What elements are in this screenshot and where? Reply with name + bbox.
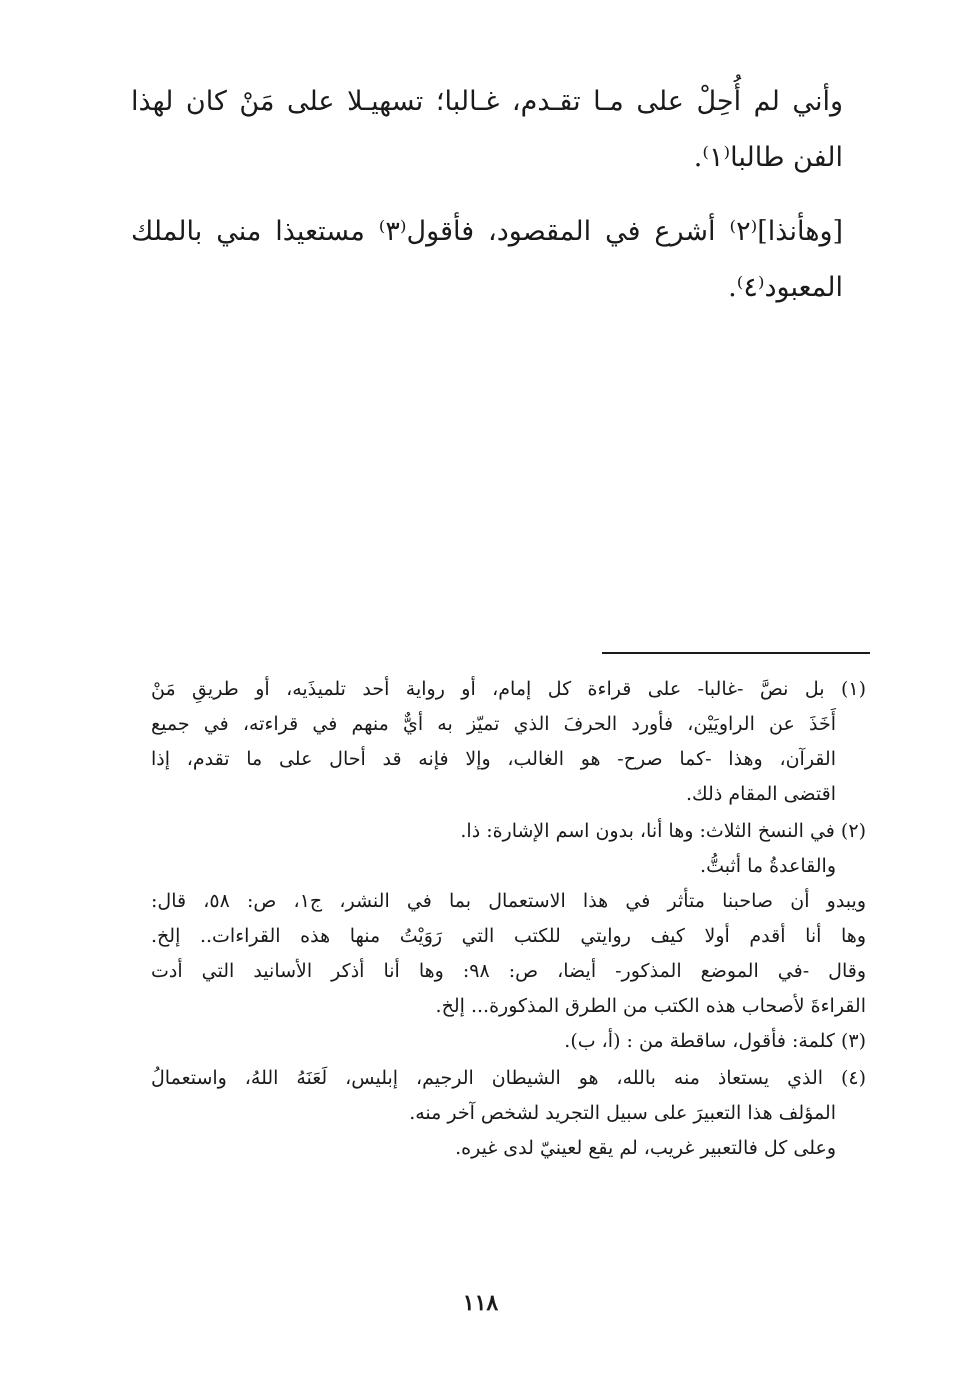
footnote-2	[151, 814, 866, 1024]
footnote-line: والقاعدةُ ما أثبتُّ.	[700, 855, 836, 877]
footnote-line: وعلى كل فالتعبير غريب، لم يقع لعينيّ لدى غيره.	[455, 1137, 836, 1159]
main-paragraph-2	[131, 204, 843, 316]
footnote-1	[151, 672, 866, 812]
footnote-line: (٤) الذي يستعاذ منه بالله، هو الشيطان الرجيم، إبليس، لَعَنَهُ اللهُ، واستعمالُ	[151, 1067, 866, 1089]
footnote-separator	[602, 652, 870, 654]
footnote-line: (٢) في النسخ الثلاث: وها أنا، بدون اسم الإشارة: ذا.	[460, 820, 866, 842]
footnote-line: القراءةَ لأصحاب هذه الكتب من الطرق المذكورة... إلخ.	[435, 995, 866, 1017]
footnote-line: ويبدو أن صاحبنا متأثر في هذا الاستعمال بما في النشر، ج١، ص: ٥٨، قال:	[151, 890, 866, 912]
footnote-4	[151, 1061, 866, 1166]
footnote-line: المؤلف هذا التعبيرَ على سبيل التجريد لشخص آخر منه.	[409, 1102, 836, 1124]
main-line: وأني لم أُحِلْ على مـا تقـدم، غـالبا؛ تسهيـلا على مَنْ كان لهذا	[131, 86, 843, 117]
footnote-line: وقال -في الموضع المذكور- أيضا، ص: ٩٨: وها أنا أذكر الأسانيد التي أدت	[151, 960, 866, 982]
main-line: المعبود⁽٤⁾.	[728, 272, 843, 303]
footnote-line: أَخَذَ عن الراويَيْن، فأورد الحرفَ الذي تميّز به أيٌّ منهم في قراءته، في جميع	[151, 713, 836, 735]
footnotes	[151, 672, 866, 1166]
footnote-3	[151, 1024, 866, 1059]
footnote-line: وها أنا أقدم أولا كيف روايتي للكتب التي رَوَيْتُ منها هذه القراءات.. إلخ.	[151, 925, 866, 947]
page-number: ١١٨	[462, 1290, 499, 1316]
footnote-line: اقتضى المقام ذلك.	[685, 783, 836, 805]
main-text	[131, 74, 843, 334]
footnote-line: القرآن، وهذا -كما صرح- هو الغالب، وإلا فإنه قد أحال على ما تقدم، إذا	[151, 748, 836, 770]
footnote-line: (١) بل نصَّ -غالبا- على قراءة كل إمام، أو رواية أحد تلميذَيه، أو طريقِ مَنْ	[151, 678, 866, 700]
footnote-line: (٣) كلمة: فأقول، ساقطة من : (أ، ب).	[564, 1030, 866, 1052]
main-line: [وهأنذا]⁽٢⁾ أشرع في المقصود، فأقول⁽٣⁾ مستعيذا مني بالملك	[131, 216, 844, 247]
main-line: الفن طالبا⁽١⁾.	[693, 142, 843, 173]
main-paragraph-1	[131, 74, 843, 186]
